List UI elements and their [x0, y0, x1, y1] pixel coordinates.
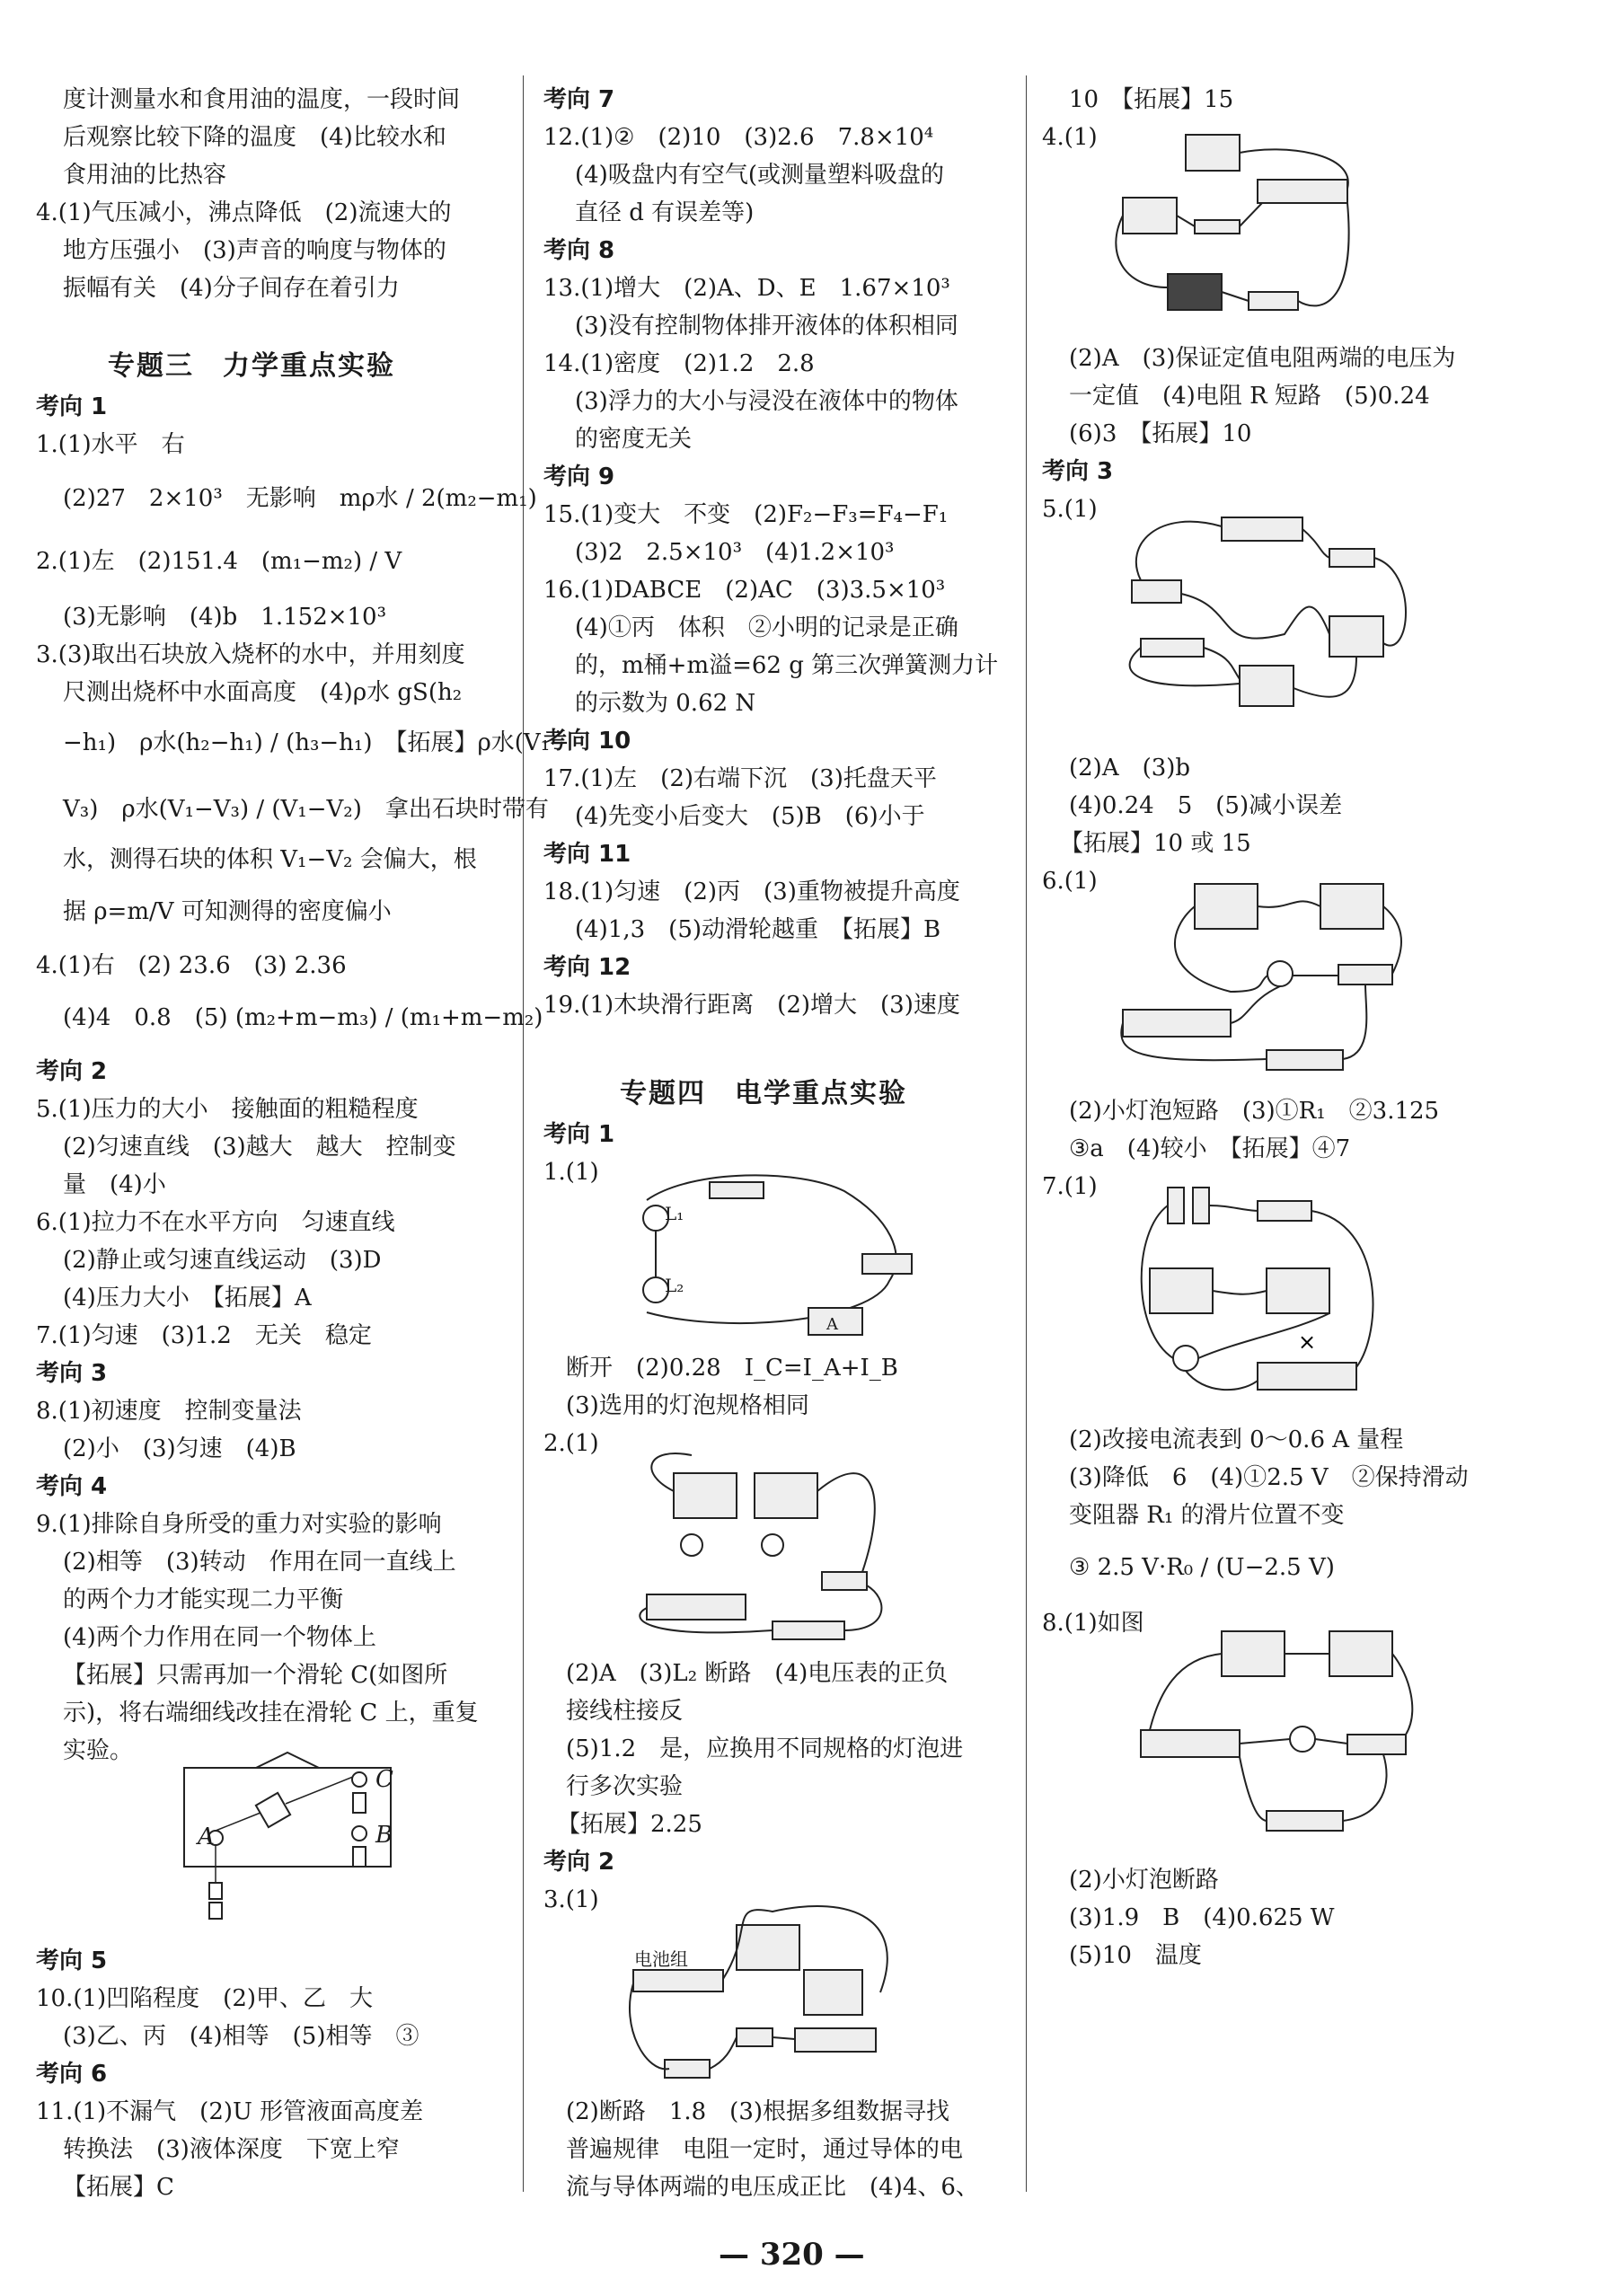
answer-line: (3)乙、丙 (4)相等 (5)相等 ③ — [63, 2023, 419, 2050]
section-heading: 考向 2 — [543, 1849, 615, 1876]
answer-line: (6)3 【拓展】10 — [1069, 420, 1252, 447]
answer-line: 的密度无关 — [575, 426, 693, 453]
column-divider-left — [523, 75, 524, 2192]
section-heading: 考向 12 — [543, 954, 631, 981]
answer-line: (2)静止或匀速直线运动 (3)D — [63, 1247, 382, 1274]
section-heading: 考向 11 — [543, 841, 631, 868]
answer-line: (2)A (3)b — [1069, 755, 1191, 782]
answer-line: 17.(1)左 (2)右端下沉 (3)托盘天平 — [543, 765, 937, 792]
answer-line: 断开 (2)0.28 I_C=I_A+I_B — [566, 1355, 898, 1382]
answer-line: 【拓展】2.25 — [557, 1811, 702, 1838]
section-heading: 考向 4 — [36, 1473, 108, 1500]
answer-line: 地方压强小 (3)声音的响度与物体的 — [63, 237, 446, 264]
answer-line: (2)A (3)L₂ 断路 (4)电压表的正负 — [566, 1660, 949, 1687]
answer-line: 19.(1)木块滑行距离 (2)增大 (3)速度 — [543, 992, 960, 1019]
answer-line: −h₁) ρ水(h₂−h₁) / (h₃−h₁) 【拓展】ρ水(V₁− — [63, 729, 570, 756]
answer-line: (4)压力大小 【拓展】A — [63, 1285, 312, 1311]
answer-line: 1.(1) — [543, 1159, 599, 1186]
circuit-diagram-2 — [620, 1437, 916, 1644]
answer-line: 流与导体两端的电压成正比 (4)4、6、 — [566, 2174, 979, 2201]
section-heading: 考向 2 — [36, 1058, 108, 1085]
answer-line: 4.(1)右 (2) 23.6 (3) 2.36 — [36, 952, 347, 979]
circuit-diagram-6 — [1114, 875, 1419, 1082]
svg-text:×: × — [1298, 1329, 1317, 1355]
answer-line: 【拓展】C — [63, 2174, 174, 2201]
section-heading: 考向 9 — [543, 464, 615, 490]
answer-line: 4.(1) — [1042, 124, 1098, 151]
answer-line: 15.(1)变大 不变 (2)F₂−F₃=F₄−F₁ — [543, 501, 949, 528]
circuit-diagram-7 — [1114, 1179, 1419, 1417]
page-number: — 320 — — [719, 2237, 865, 2273]
answer-line: (4)1,3 (5)动滑轮越重 【拓展】B — [575, 916, 941, 943]
circuit-diagram-1 — [620, 1164, 925, 1344]
answer-line: (5)1.2 是，应换用不同规格的灯泡进 — [566, 1735, 964, 1762]
answer-line: 11.(1)不漏气 (2)U 形管液面高度差 — [36, 2098, 424, 2125]
pulley-label-c: C — [375, 1766, 393, 1793]
answer-line: 【拓展】10 或 15 — [1060, 830, 1251, 857]
pulley-label-a: A — [198, 1824, 215, 1850]
answer-line: 普遍规律 电阻一定时，通过导体的电 — [566, 2136, 964, 2163]
answer-line: (2)A (3)保证定值电阻两端的电压为 — [1069, 345, 1456, 372]
circuit-diagram-3 — [620, 1894, 916, 2087]
answer-line: 的两个力才能实现二力平衡 — [63, 1586, 344, 1613]
answer-line: 变阻器 R₁ 的滑片位置不变 — [1069, 1502, 1345, 1529]
answer-line: (3)1.9 B (4)0.625 W — [1069, 1904, 1335, 1931]
answer-line: 1.(1)水平 右 — [36, 431, 185, 458]
answer-line: 直径 d 有误差等) — [575, 199, 755, 226]
answer-line: 行多次实验 — [566, 1773, 684, 1800]
answer-line: (2)小灯泡短路 (3)①R₁ ②3.125 — [1069, 1098, 1440, 1125]
answer-line: 的，m桶+m溢=62 g 第三次弹簧测力计 — [575, 652, 999, 679]
section-heading: 考向 3 — [36, 1360, 108, 1387]
section-heading: 考向 1 — [543, 1121, 615, 1148]
fig1-label-a: A — [826, 1315, 838, 1334]
section-heading: 考向 5 — [36, 1947, 108, 1974]
answer-line: 量 (4)小 — [63, 1171, 166, 1198]
answer-line: (3)2 2.5×10³ (4)1.2×10³ — [575, 539, 895, 566]
answer-line: 5.(1) — [1042, 496, 1098, 523]
answer-line: V₃) ρ水(V₁−V₃) / (V₁−V₂) 拿出石块时带有 — [63, 796, 549, 823]
section-title-electricity: 专题四 电学重点实验 — [620, 1078, 907, 1109]
answer-line: 2.(1) — [543, 1430, 599, 1457]
answer-line: 尺测出烧杯中水面高度 (4)ρ水 gS(h₂ — [63, 679, 463, 706]
answer-line: 6.(1)拉力不在水平方向 匀速直线 — [36, 1209, 395, 1236]
answer-line: (3)选用的灯泡规格相同 — [566, 1392, 809, 1419]
answer-line: 【拓展】只需再加一个滑轮 C(如图所 — [63, 1662, 448, 1689]
answer-line: 5.(1)压力的大小 接触面的粗糙程度 — [36, 1096, 419, 1123]
answer-line: 8.(1)初速度 控制变量法 — [36, 1398, 302, 1425]
answer-line: 后观察比较下降的温度 (4)比较水和 — [63, 124, 446, 151]
section-heading: 考向 10 — [543, 728, 631, 755]
answer-line: 度计测量水和食用油的温度，一段时间 — [63, 86, 461, 113]
answer-line: 7.(1)匀速 (3)1.2 无关 稳定 — [36, 1322, 372, 1349]
answer-line: ③ 2.5 V·R₀ / (U−2.5 V) — [1069, 1554, 1335, 1581]
answer-line: 6.(1) — [1042, 868, 1098, 895]
pulley-label-b: B — [375, 1822, 393, 1849]
section-heading: 考向 6 — [36, 2061, 108, 2088]
answer-line: 水，测得石块的体积 V₁−V₂ 会偏大，根 — [63, 846, 477, 873]
answer-line: 转换法 (3)液体深度 下宽上窄 — [63, 2136, 400, 2163]
answer-line: 10.(1)凹陷程度 (2)甲、乙 大 — [36, 1985, 374, 2012]
answer-line: 12.(1)② (2)10 (3)2.6 7.8×10⁴ — [543, 124, 934, 151]
answer-line: (4)两个力作用在同一个物体上 — [63, 1624, 376, 1651]
answer-line: (2)断路 1.8 (3)根据多组数据寻找 — [566, 2098, 950, 2125]
answer-line: 16.(1)DABCE (2)AC (3)3.5×10³ — [543, 577, 946, 604]
answer-line: 的示数为 0.62 N — [575, 690, 756, 717]
answer-line: 实验。 — [63, 1737, 134, 1764]
answer-line: (4)0.24 5 (5)减小误差 — [1069, 792, 1343, 819]
answer-line: (2)27 2×10³ 无影响 mρ水 / 2(m₂−m₁) — [63, 485, 537, 512]
answer-line: 14.(1)密度 (2)1.2 2.8 — [543, 350, 815, 377]
answer-line: (3)没有控制物体排开液体的体积相同 — [575, 313, 958, 340]
answer-line: 7.(1) — [1042, 1173, 1098, 1200]
answer-line: 接线柱接反 — [566, 1698, 684, 1725]
answer-line: 4.(1)气压减小，沸点降低 (2)流速大的 — [36, 199, 452, 226]
answer-line: (4)4 0.8 (5) (m₂+m−m₃) / (m₁+m−m₂) — [63, 1004, 543, 1031]
answer-line: ③a (4)较小 【拓展】④7 — [1069, 1135, 1351, 1162]
section-heading: 考向 1 — [36, 393, 108, 420]
answer-line: 9.(1)排除自身所受的重力对实验的影响 — [36, 1511, 442, 1538]
section-heading: 考向 7 — [543, 86, 615, 113]
answer-line: (4)①丙 体积 ②小明的记录是正确 — [575, 614, 958, 641]
answer-line: (2)小灯泡断路 — [1069, 1867, 1219, 1894]
answer-line: (4)先变小后变大 (5)B (6)小于 — [575, 803, 925, 830]
answer-line: (3)降低 6 (4)①2.5 V ②保持滑动 — [1069, 1464, 1469, 1491]
answer-line: (4)吸盘内有空气(或测量塑料吸盘的 — [575, 162, 944, 189]
answer-line: 2.(1)左 (2)151.4 (m₁−m₂) / V — [36, 548, 402, 575]
answer-line: (2)相等 (3)转动 作用在同一直线上 — [63, 1549, 456, 1576]
section-title-mechanics: 专题三 力学重点实验 — [108, 350, 395, 382]
answer-line: (2)改接电流表到 0～0.6 A 量程 — [1069, 1426, 1404, 1453]
answer-line: 3.(3)取出石块放入烧杯的水中，并用刻度 — [36, 641, 465, 668]
answer-line: 10 【拓展】15 — [1069, 86, 1234, 113]
column-divider-right — [1026, 75, 1027, 2192]
answer-line: (2)小 (3)匀速 (4)B — [63, 1435, 296, 1462]
circuit-diagram-5 — [1105, 499, 1410, 724]
section-heading: 考向 8 — [543, 237, 615, 264]
answer-line: (5)10 温度 — [1069, 1942, 1202, 1969]
answer-line: 示)，将右端细线改挂在滑轮 C 上，重复 — [63, 1700, 479, 1726]
answer-line: 3.(1) — [543, 1886, 599, 1913]
answer-line: 据 ρ=m/V 可知测得的密度偏小 — [63, 898, 392, 925]
fig3-label-battery: 电池组 — [634, 1948, 688, 1970]
circuit-diagram-4 — [1105, 126, 1374, 319]
answer-line: 食用油的比热容 — [63, 162, 227, 189]
answer-line: 8.(1)如图 — [1042, 1610, 1144, 1637]
answer-line: 一定值 (4)电阻 R 短路 (5)0.24 — [1069, 383, 1430, 410]
answer-line: 振幅有关 (4)分子间存在着引力 — [63, 275, 400, 302]
section-heading: 考向 3 — [1042, 458, 1114, 485]
answer-line: (3)无影响 (4)b 1.152×10³ — [63, 604, 387, 631]
answer-line: 18.(1)匀速 (2)丙 (3)重物被提升高度 — [543, 879, 960, 905]
answer-line: (2)匀速直线 (3)越大 越大 控制变 — [63, 1134, 456, 1161]
answer-line: 13.(1)增大 (2)A、D、E 1.67×10³ — [543, 275, 950, 302]
fig1-label-l1: L₁ — [665, 1203, 684, 1224]
circuit-diagram-8 — [1123, 1622, 1428, 1842]
answer-line: (3)浮力的大小与浸没在液体中的物体 — [575, 388, 958, 415]
fig1-label-l2: L₂ — [665, 1275, 684, 1296]
